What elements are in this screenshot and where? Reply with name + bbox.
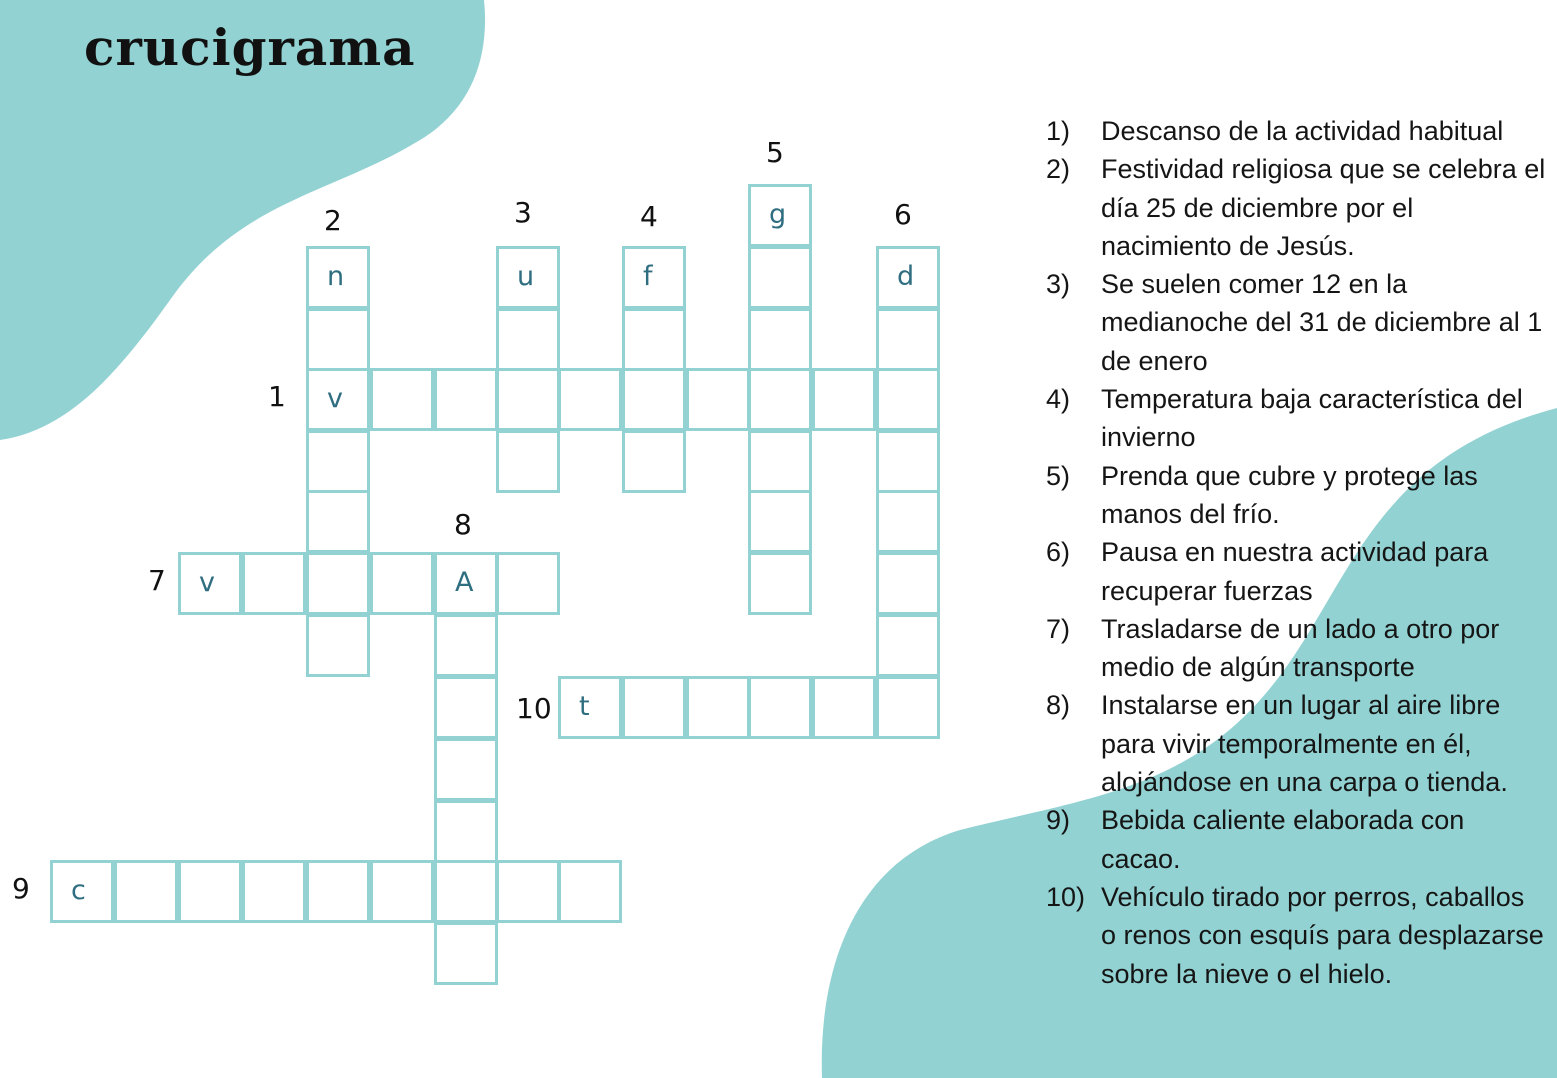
crossword-cell[interactable] [496,430,560,493]
crossword-cell[interactable] [876,308,940,371]
crossword-cell[interactable] [306,860,370,923]
given-letter: u [517,261,535,292]
crossword-cell[interactable] [496,368,560,431]
clue-item [1046,533,1546,610]
crossword-cell[interactable] [114,860,178,923]
clue-number: 10) [1046,881,1086,912]
clue-item [1046,457,1546,534]
crossword-cell[interactable] [876,246,940,309]
crossword-cell[interactable] [306,246,370,309]
clue-number: 5) [1046,460,1071,491]
crossword-cell[interactable] [434,922,498,985]
crossword-cell[interactable] [50,860,114,923]
grid-number-8: 8 [454,508,472,541]
clue-number: 2) [1046,154,1071,185]
crossword-cell[interactable] [370,860,434,923]
crossword-cell[interactable] [434,614,498,677]
clue-text: Se suelen comer 12 en la medianoche del 31 de diciembre al 1 de enero [1101,269,1543,376]
crossword-cell[interactable] [434,738,498,801]
crossword-cell[interactable] [686,676,750,739]
crossword-cell[interactable] [748,490,812,553]
crossword-cell[interactable] [622,430,686,493]
crossword-cell[interactable] [876,676,940,739]
grid-number-10: 10 [516,692,552,725]
clue-list [1046,112,1546,993]
clue-text: Pausa en nuestra actividad para recuperar fuerzas [1101,537,1489,606]
given-letter: v [327,383,343,414]
crossword-cell[interactable] [622,368,686,431]
crossword-cell[interactable] [622,246,686,309]
given-letter: v [199,567,215,598]
clue-number: 8) [1046,690,1071,721]
crossword-cell[interactable] [812,368,876,431]
crossword-cell[interactable] [558,368,622,431]
clue-item [1046,878,1546,993]
clue-text: Trasladarse de un lado a otro por medio de algún transporte [1101,613,1500,683]
crossword-cell[interactable] [876,552,940,615]
crossword-cell[interactable] [306,552,370,615]
crossword-cell[interactable] [178,860,242,923]
clue-text: Festividad religiosa que se celebra el día 25 de diciembre por el nacimiento de Jesús. [1101,154,1546,261]
clue-text: Prenda que cubre y protege las manos del frío. [1101,460,1478,529]
crossword-cell[interactable] [748,430,812,493]
crossword-cell[interactable] [306,614,370,677]
grid-number-2: 2 [324,204,342,237]
crossword-cell[interactable] [748,308,812,371]
grid-number-5: 5 [766,136,784,169]
grid-number-9: 9 [12,872,30,905]
crossword-cell[interactable] [496,246,560,309]
crossword-cell[interactable] [812,676,876,739]
clue-item [1046,150,1546,265]
crossword-cell[interactable] [558,860,622,923]
clue-item [1046,610,1546,687]
clue-number: 4) [1046,384,1071,415]
crossword-cell[interactable] [434,368,498,431]
crossword-cell[interactable] [748,552,812,615]
crossword-cell[interactable] [876,430,940,493]
page-title: crucigrama [84,18,416,77]
clue-text: Descanso de la actividad habitual [1101,116,1504,146]
grid-number-4: 4 [640,200,658,233]
crossword-cell[interactable] [496,308,560,371]
crossword-cell[interactable] [622,676,686,739]
crossword-cell[interactable] [242,860,306,923]
crossword-cell[interactable] [370,552,434,615]
given-letter: n [327,261,345,292]
clue-number: 7) [1046,613,1071,644]
clue-text: Vehículo tirado por perros, caballos o renos con esquís para desplazarse sobre la nieve o el hielo. [1101,881,1544,989]
clue-item [1046,112,1546,150]
crossword-cell[interactable] [306,430,370,493]
crossword-cell[interactable] [434,676,498,739]
crossword-cell[interactable] [178,552,242,615]
grid-number-6: 6 [894,198,912,231]
crossword-cell[interactable] [434,860,498,923]
given-letter: c [71,875,86,906]
crossword-cell[interactable] [306,368,370,431]
given-letter: f [643,261,653,292]
clue-number: 9) [1046,805,1071,836]
crossword-cell[interactable] [876,614,940,677]
clue-item [1046,686,1546,801]
crossword-cell[interactable] [876,490,940,553]
grid-number-7: 7 [148,564,166,597]
crossword-cell[interactable] [748,676,812,739]
grid-number-3: 3 [514,196,532,229]
given-letter: t [579,691,590,722]
given-letter: g [769,199,787,230]
crossword-cell[interactable] [370,368,434,431]
grid-number-1: 1 [268,380,286,413]
clue-item [1046,265,1546,380]
crossword-cell[interactable] [748,246,812,309]
crossword-cell[interactable] [306,308,370,371]
crossword-cell[interactable] [496,860,560,923]
clue-number: 3) [1046,269,1071,300]
given-letter: A [455,567,474,598]
crossword-cell[interactable] [686,368,750,431]
clue-number: 1) [1046,116,1071,146]
clue-item [1046,380,1546,457]
crossword-cell[interactable] [306,490,370,553]
crossword-cell[interactable] [434,800,498,863]
given-letter: d [897,261,915,292]
clue-text: Bebida caliente elaborada con cacao. [1101,805,1465,874]
clue-number: 6) [1046,537,1071,568]
crossword-cell[interactable] [748,184,812,247]
clue-item [1046,801,1546,878]
crossword-cell[interactable] [496,552,560,615]
clue-text: Instalarse en un lugar al aire libre para vivir temporalmente en él, alojándose en una carpa o tienda. [1101,690,1508,798]
crossword-cell[interactable] [558,676,622,739]
crossword-cell[interactable] [242,552,306,615]
crossword-cell[interactable] [434,552,498,615]
clue-text: Temperatura baja característica del invierno [1101,384,1523,453]
crossword-cell[interactable] [748,368,812,431]
crossword-cell[interactable] [622,308,686,371]
crossword-cell[interactable] [876,368,940,431]
